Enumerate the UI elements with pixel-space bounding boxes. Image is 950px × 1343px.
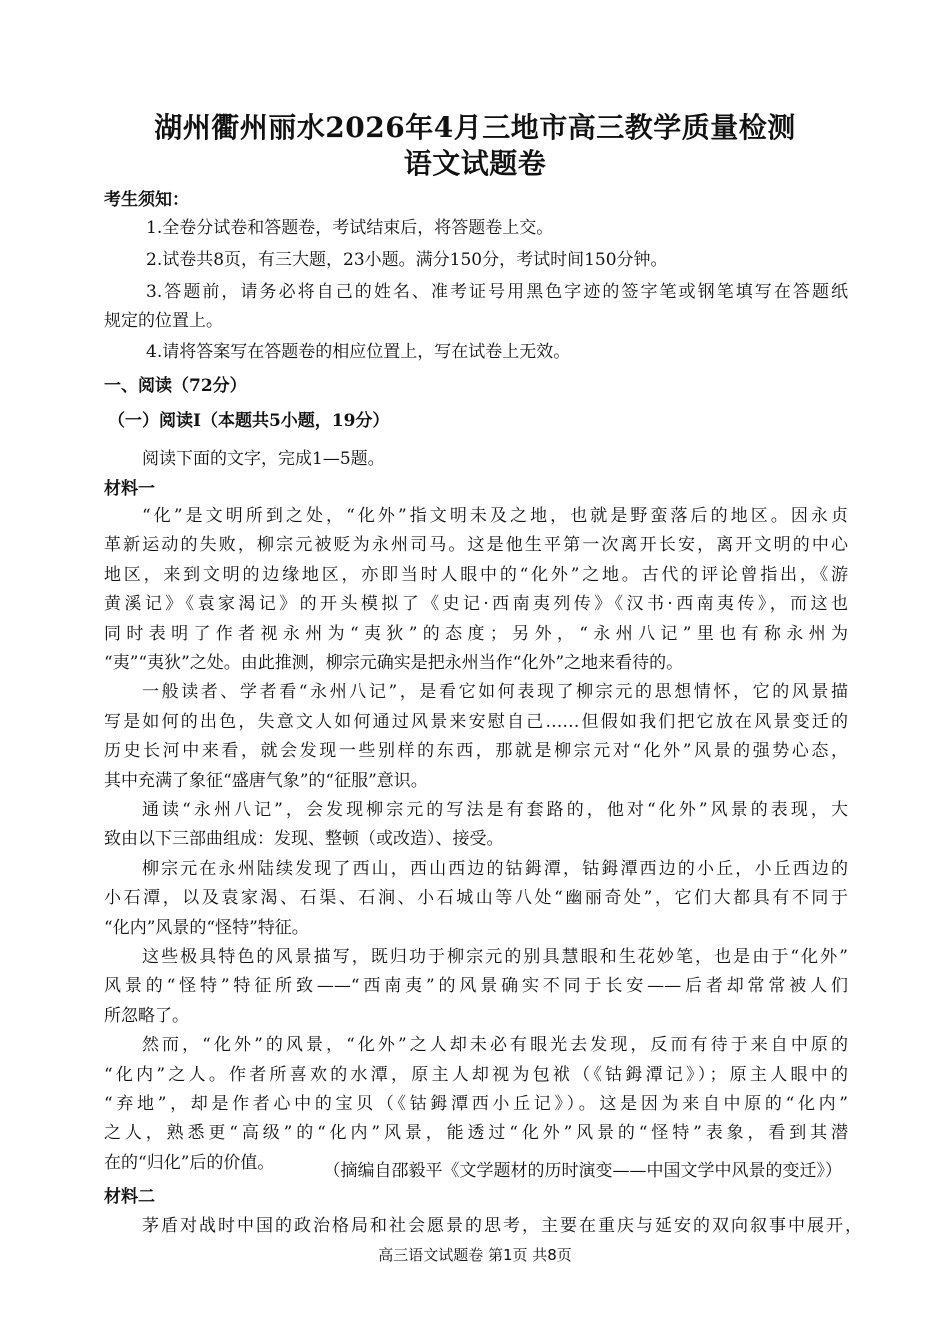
notice-item-4: 4.请将答案写在答题卷的相应位置上，写在试卷上无效。 <box>146 342 571 362</box>
material-1-line: 所忽略了。 <box>104 1005 189 1026</box>
material-1-line: 之人，熟悉更“高级”的“化内”风景，能透过“化外”风景的“怪特”表象，看到其潜 <box>104 1123 848 1144</box>
notice-heading: 考生须知： <box>104 190 189 210</box>
material-1-line: 柳宗元在永州陆续发现了西山，西山西边的钴鉧潭，钴鉧潭西边的小丘，小丘西边的 <box>142 858 848 879</box>
material-1-line: 致由以下三部曲组成：发现、整顿（或改造）、接受。 <box>104 829 504 850</box>
material-1-line: “化”是文明所到之处，“化外”指文明未及之地，也就是野蛮落后的地区。因永贞 <box>142 506 848 526</box>
material-1-line: 小石潭，以及袁家渴、石渠、石涧、小石城山等八处“幽丽奇处”，它们大都具有不同于 <box>104 888 848 909</box>
material-1-line: 风景的“怪特”特征所致——“西南夷”的风景确实不同于长安——后者却常常被人们 <box>104 976 848 997</box>
material-1-line: 通读“永州八记”，会发现柳宗元的写法是有套路的，他对“化外”风景的表现，大 <box>142 800 848 820</box>
material-1-line: 同时表明了作者视永州为“夷狄”的态度；另外，“永州八记”里也有称永州为 <box>104 623 848 644</box>
notice-item-3: 3.答题前，请务必将自己的姓名、准考证号用黑色字迹的签字笔或钢笔填写在答题纸 <box>146 282 848 302</box>
material-1-line: “夷”“夷狄”之处。由此推测，柳宗元确实是把永州当作“化外”之地来看待的。 <box>104 653 684 673</box>
page-footer: 高三语文试题卷 第1页 共8页 <box>378 1246 572 1264</box>
notice-item-1: 1.全卷分试卷和答题卷，考试结束后，将答题卷上交。 <box>146 218 554 238</box>
exam-subtitle: 语文试题卷 <box>403 147 547 180</box>
material-1-line: 然而，“化外”的风景，“化外”之人却未必有眼光去发现，反而有待于来自中原的 <box>142 1035 848 1056</box>
material-1-line: “化内”之人。作者所喜欢的水潭，原主人却视为包袱（《钴鉧潭记》）；原主人眼中的 <box>104 1064 848 1085</box>
material-1-label: 材料一 <box>104 479 155 499</box>
material-1-line: 黄溪记》《袁家渴记》的开头模拟了《史记·西南夷列传》《汉书·西南夷传》，而这也 <box>104 594 848 615</box>
notice-item-3-cont: 规定的位置上。 <box>104 311 223 331</box>
material-1-line: 一般读者、学者看“永州八记”，是看它如何表现了柳宗元的思想情怀，它的风景描 <box>142 682 848 703</box>
material-1-line: 写是如何的出色，失意文人如何通过风景来安慰自己……但假如我们把它放在风景变迁的 <box>104 711 848 732</box>
material-1-line: “化内”风景的“怪特”特征。 <box>104 917 309 938</box>
instruction-text: 阅读下面的文字，完成1—5题。 <box>142 449 385 469</box>
notice-item-2: 2.试卷共8页，有三大题，23小题。满分150分，考试时间150分钟。 <box>146 250 668 270</box>
material-1-source: （摘编自邵毅平《文学题材的历时演变——中国文学中风景的变迁》） <box>323 1161 842 1181</box>
material-1-line: 其中充满了象征“盛唐气象”的“征服”意识。 <box>104 770 428 791</box>
material-2-label: 材料二 <box>104 1187 155 1207</box>
exam-title: 湖州衢州丽水2026年4月三地市高三教学质量检测 <box>154 111 796 144</box>
section-heading: 一、阅读（72分） <box>104 376 247 396</box>
material-1-line: “弃地”，却是作者心中的宝贝（《钴鉧潭西小丘记》）。这是因为来自中原的“化内” <box>104 1094 848 1114</box>
subsection-heading: （一）阅读I（本题共5小题，19分） <box>108 411 390 431</box>
material-2-first-line: 茅盾对战时中国的政治格局和社会愿景的思考，主要在重庆与延安的双向叙事中展开， <box>142 1216 862 1236</box>
material-1-line: 地区，来到文明的边缘地区，亦即当时人眼中的“化外”之地。古代的评论曾指出，《游 <box>104 564 848 585</box>
material-1-line: 历史长河中来看，就会发现一些别样的东西，那就是柳宗元对“化外”风景的强势心态， <box>104 741 848 762</box>
material-1-line: 在的“归化”后的价值。 <box>104 1152 275 1173</box>
material-1-line: 革新运动的失败，柳宗元被贬为永州司马。这是他生平第一次离开长安，离开文明的中心 <box>104 535 848 556</box>
material-1-line: 这些极具特色的风景描写，既归功于柳宗元的别具慧眼和生花妙笔，也是由于“化外” <box>142 947 848 967</box>
